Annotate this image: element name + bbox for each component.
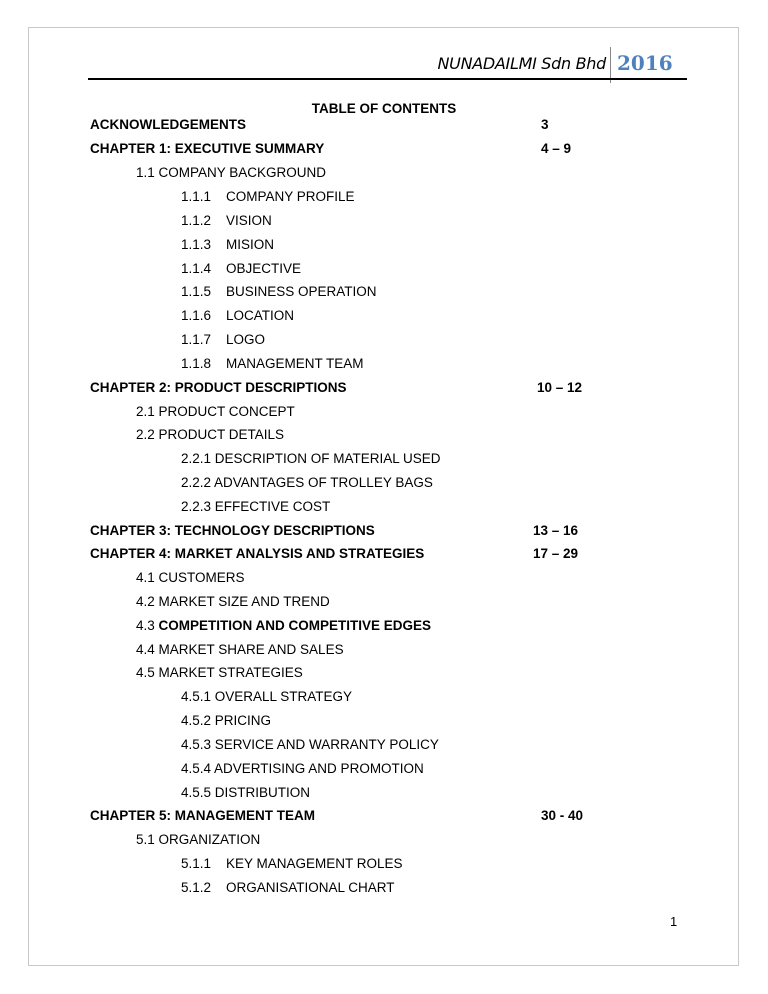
subsection-number: 1.1.7	[181, 332, 212, 347]
toc-page-acknowledgements: 3	[541, 117, 549, 132]
toc-section-2-1: 2.1 PRODUCT CONCEPT	[136, 404, 295, 419]
subsection-label: LOGO	[226, 332, 266, 347]
subsection-number: 5.1.1	[181, 856, 212, 871]
subsection-label: MISION	[226, 237, 275, 252]
toc-section-4-2: 4.2 MARKET SIZE AND TREND	[136, 594, 330, 609]
toc-subsection-4-5-2: 4.5.2 PRICING	[181, 713, 272, 728]
subsection-number: 1.1.6	[181, 308, 212, 323]
toc-subsection-1-1-4	[181, 259, 301, 279]
toc-subsection-1-1-7	[181, 330, 265, 350]
subsection-number: 1.1.1	[181, 189, 212, 204]
toc-subsection-2-2-1: 2.2.1 DESCRIPTION OF MATERIAL USED	[181, 451, 441, 466]
subsection-label: COMPANY PROFILE	[226, 189, 355, 204]
subsection-label: OBJECTIVE	[226, 261, 302, 276]
toc-entry-chapter-1: CHAPTER 1: EXECUTIVE SUMMARY	[90, 141, 325, 156]
toc-subsection-1-1-2	[181, 211, 272, 231]
toc-entry-chapter-5: CHAPTER 5: MANAGEMENT TEAM	[90, 808, 315, 823]
subsection-number: 1.1.4	[181, 261, 212, 276]
toc-page-chapter-3: 13 – 16	[533, 523, 579, 538]
toc-entry-chapter-3: CHAPTER 3: TECHNOLOGY DESCRIPTIONS	[90, 523, 375, 538]
subsection-number: 1.1.3	[181, 237, 212, 252]
toc-section-4-4: 4.4 MARKET SHARE AND SALES	[136, 642, 344, 657]
page-header	[0, 47, 768, 87]
subsection-label: VISION	[226, 213, 272, 228]
header-rule	[88, 78, 687, 80]
toc-subsection-1-1-8	[181, 354, 364, 374]
toc-section-4-1: 4.1 CUSTOMERS	[136, 570, 245, 585]
toc-subsection-1-1-1	[181, 187, 355, 207]
section-label: COMPETITION AND COMPETITIVE EDGES	[158, 618, 432, 633]
page-number: 1	[670, 914, 678, 929]
toc-page-chapter-2: 10 – 12	[537, 380, 583, 395]
header-year: 2016	[617, 51, 673, 75]
toc-subsection-4-5-5: 4.5.5 DISTRIBUTION	[181, 785, 311, 800]
toc-subsection-4-5-4: 4.5.4 ADVERTISING AND PROMOTION	[181, 761, 424, 776]
toc-subsection-5-1-1	[181, 854, 403, 874]
subsection-number: 1.1.8	[181, 356, 212, 371]
toc-subsection-2-2-3: 2.2.3 EFFECTIVE COST	[181, 499, 331, 514]
toc-subsection-4-5-3: 4.5.3 SERVICE AND WARRANTY POLICY	[181, 737, 439, 752]
toc-entry-chapter-4: CHAPTER 4: MARKET ANALYSIS AND STRATEGIES	[90, 546, 425, 561]
toc-section-4-5: 4.5 MARKET STRATEGIES	[136, 665, 303, 680]
toc-subsection-1-1-3	[181, 235, 274, 255]
toc-section-1-1: 1.1 COMPANY BACKGROUND	[136, 165, 327, 180]
subsection-label: KEY MANAGEMENT ROLES	[226, 856, 403, 871]
section-number: 4.3	[136, 618, 155, 633]
toc-subsection-2-2-2: 2.2.2 ADVANTAGES OF TROLLEY BAGS	[181, 475, 433, 490]
subsection-number: 1.1.2	[181, 213, 212, 228]
toc-subsection-4-5-1: 4.5.1 OVERALL STRATEGY	[181, 689, 353, 704]
toc-section-4-3	[136, 616, 431, 636]
subsection-label: MANAGEMENT TEAM	[226, 356, 364, 371]
subsection-label: LOCATION	[226, 308, 295, 323]
subsection-label: BUSINESS OPERATION	[226, 284, 377, 299]
toc-entry-acknowledgements: ACKNOWLEDGEMENTS	[90, 117, 246, 132]
toc-section-2-2: 2.2 PRODUCT DETAILS	[136, 427, 285, 442]
toc-page-chapter-5: 30 - 40	[541, 808, 584, 823]
toc-title: TABLE OF CONTENTS	[311, 101, 457, 116]
toc-subsection-1-1-6	[181, 306, 294, 326]
subsection-number: 1.1.5	[181, 284, 212, 299]
toc-page-chapter-4: 17 – 29	[533, 546, 579, 561]
toc-entry-chapter-2: CHAPTER 2: PRODUCT DESCRIPTIONS	[90, 380, 347, 395]
toc-page-chapter-1: 4 – 9	[541, 141, 572, 156]
toc-section-5-1: 5.1 ORGANIZATION	[136, 832, 261, 847]
header-company-name: NUNADAILMI Sdn Bhd	[437, 54, 606, 73]
subsection-label: ORGANISATIONAL CHART	[226, 880, 395, 895]
toc-subsection-1-1-5	[181, 282, 377, 302]
subsection-number: 5.1.2	[181, 880, 212, 895]
toc-subsection-5-1-2	[181, 878, 395, 898]
